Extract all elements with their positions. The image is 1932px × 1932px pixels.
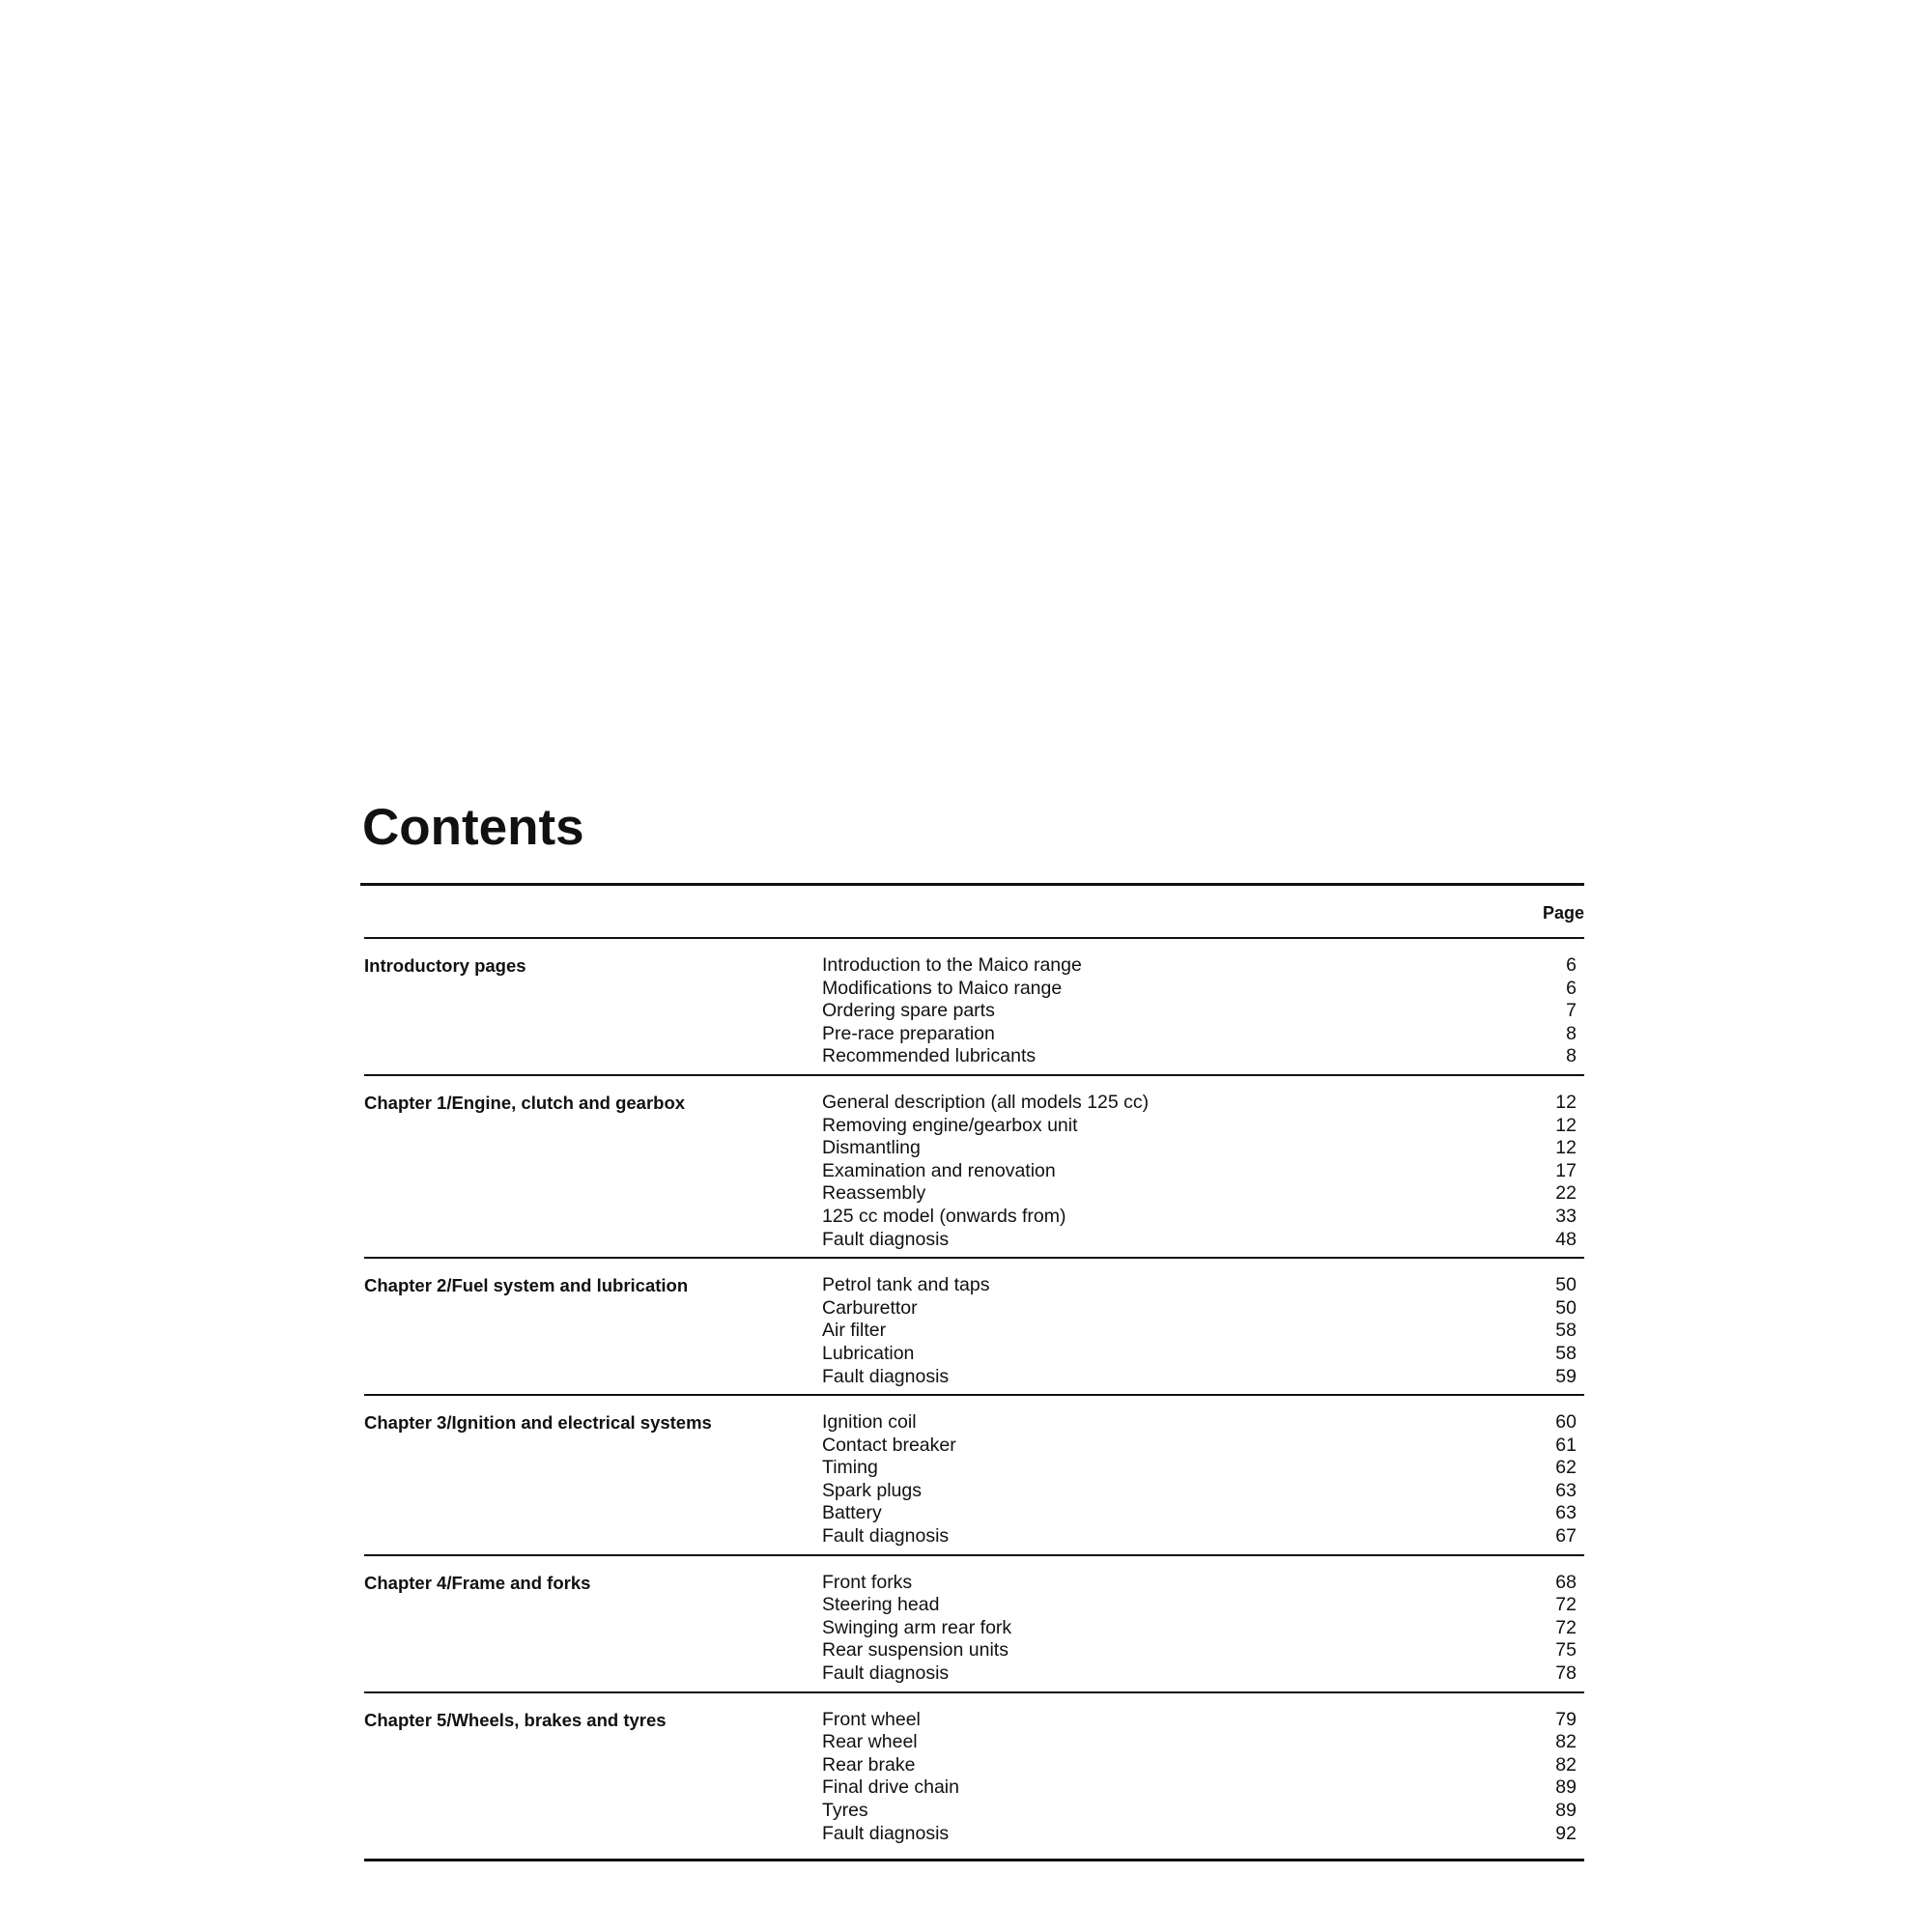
section-entries: [822, 1411, 1584, 1548]
entry-page-number: 50: [1555, 1274, 1577, 1296]
entry-page-number: 12: [1555, 1091, 1577, 1113]
entry-label: 125 cc model (onwards from): [822, 1205, 1066, 1227]
contents-entry: [822, 1617, 1584, 1640]
entry-page-number: 82: [1555, 1753, 1577, 1776]
contents-entry: [822, 978, 1584, 1001]
entry-page-number: 63: [1555, 1479, 1577, 1501]
entry-page-number: 58: [1555, 1320, 1577, 1342]
contents-entry: [822, 1662, 1584, 1686]
entry-label: Tyres: [822, 1800, 868, 1821]
entry-page-number: 33: [1555, 1205, 1577, 1227]
entry-label: Air filter: [822, 1320, 887, 1342]
entry-page-number: 60: [1555, 1411, 1577, 1434]
contents-sections: [360, 939, 1584, 1861]
entry-label: Modifications to Maico range: [822, 977, 1063, 999]
section-entries: [822, 1572, 1584, 1686]
entry-page-number: 58: [1555, 1342, 1577, 1364]
section-title: Chapter 5/Wheels, brakes and tyres: [364, 1709, 667, 1730]
entry-label: Fault diagnosis: [822, 1228, 950, 1250]
contents-entry: [822, 1480, 1584, 1503]
contents-section: [364, 939, 1584, 1076]
entry-label: Spark plugs: [822, 1479, 922, 1501]
section-title: Chapter 2/Fuel system and lubrication: [364, 1275, 689, 1296]
entry-page-number: 72: [1555, 1594, 1577, 1616]
entry-label: Rear suspension units: [822, 1639, 1009, 1662]
entry-label: Removing engine/gearbox unit: [822, 1114, 1078, 1136]
contents-entry: [822, 1502, 1584, 1525]
entry-page-number: 48: [1555, 1228, 1577, 1250]
entry-page-number: 67: [1555, 1525, 1577, 1548]
entry-page-number: 68: [1555, 1571, 1577, 1593]
contents-entry: [822, 1115, 1584, 1138]
contents-entry: [822, 1800, 1584, 1823]
entry-page-number: 78: [1555, 1662, 1577, 1685]
contents-section: [364, 1556, 1584, 1693]
contents-section: [364, 1396, 1584, 1556]
entry-page-number: 82: [1555, 1731, 1577, 1753]
contents-section: [364, 1693, 1584, 1862]
contents-block: [360, 799, 1584, 1861]
contents-entry: [822, 1572, 1584, 1595]
entry-page-number: 22: [1555, 1182, 1577, 1205]
contents-entry: [822, 1435, 1584, 1458]
entry-label: Fault diagnosis: [822, 1822, 950, 1844]
contents-entry: [822, 1229, 1584, 1252]
section-entries: [822, 1092, 1584, 1251]
entry-label: Steering head: [822, 1594, 940, 1616]
entry-page-number: 12: [1555, 1114, 1577, 1136]
section-title: Chapter 4/Frame and forks: [364, 1572, 591, 1593]
contents-entry: [822, 1754, 1584, 1777]
entry-page-number: 6: [1566, 977, 1577, 999]
contents-entry: [822, 1731, 1584, 1754]
contents-entry: [822, 1525, 1584, 1548]
page-title: Contents: [362, 799, 584, 856]
contents-entry: [822, 1274, 1584, 1297]
section-title: Chapter 3/Ignition and electrical systems: [364, 1412, 712, 1434]
contents-entry: [822, 1457, 1584, 1480]
entry-page-number: 50: [1555, 1296, 1577, 1319]
contents-entry: [822, 1776, 1584, 1800]
contents-entry: [822, 1411, 1584, 1435]
contents-entry: [822, 1823, 1584, 1846]
entry-page-number: 92: [1555, 1822, 1577, 1844]
section-title: Introductory pages: [364, 955, 526, 976]
contents-entry: [822, 1023, 1584, 1046]
entry-page-number: 61: [1555, 1434, 1577, 1456]
entry-page-number: 7: [1566, 1000, 1577, 1022]
contents-entry: [822, 1320, 1584, 1343]
page-column-label: Page: [1542, 903, 1584, 923]
entry-page-number: 79: [1555, 1708, 1577, 1730]
section-entries: [822, 1274, 1584, 1388]
entry-page-number: 62: [1555, 1457, 1577, 1479]
entry-page-number: 17: [1555, 1159, 1577, 1181]
contents-entry: [822, 1206, 1584, 1229]
entry-label: Recommended lubricants: [822, 1045, 1037, 1067]
entry-label: Dismantling: [822, 1137, 921, 1159]
contents-entry: [822, 1182, 1584, 1206]
entry-label: Pre-race preparation: [822, 1022, 995, 1044]
contents-entry: [822, 954, 1584, 978]
contents-section: [364, 1259, 1584, 1396]
entry-page-number: 8: [1566, 1045, 1577, 1067]
entry-page-number: 6: [1566, 954, 1577, 976]
entry-page-number: 72: [1555, 1616, 1577, 1638]
entry-label: Rear brake: [822, 1753, 916, 1776]
entry-label: Fault diagnosis: [822, 1662, 950, 1685]
contents-entry: [822, 1092, 1584, 1115]
entry-label: Timing: [822, 1457, 878, 1479]
entry-label: Carburettor: [822, 1296, 918, 1319]
entry-label: Fault diagnosis: [822, 1525, 950, 1548]
contents-entry: [822, 1045, 1584, 1068]
entry-label: Ordering spare parts: [822, 1000, 995, 1022]
entry-label: Front wheel: [822, 1708, 921, 1730]
entry-label: Swinging arm rear fork: [822, 1616, 1012, 1638]
contents-entry: [822, 1594, 1584, 1617]
contents-entry: [822, 1000, 1584, 1023]
entry-page-number: 89: [1555, 1800, 1577, 1821]
section-entries: [822, 954, 1584, 1068]
contents-entry: [822, 1709, 1584, 1732]
entry-page-number: 63: [1555, 1502, 1577, 1524]
entry-label: Rear wheel: [822, 1731, 918, 1753]
entry-label: Contact breaker: [822, 1434, 956, 1456]
entry-label: Reassembly: [822, 1182, 926, 1205]
entry-page-number: 89: [1555, 1776, 1577, 1799]
contents-entry: [822, 1297, 1584, 1321]
entry-label: Introduction to the Maico range: [822, 954, 1082, 976]
contents-entry: [822, 1639, 1584, 1662]
entry-page-number: 8: [1566, 1022, 1577, 1044]
contents-entry: [822, 1366, 1584, 1389]
contents-section: [364, 1076, 1584, 1259]
title-rule: [360, 883, 1584, 886]
entry-page-number: 12: [1555, 1137, 1577, 1159]
entry-label: General description (all models 125 cc): [822, 1091, 1150, 1113]
entry-page-number: 75: [1555, 1639, 1577, 1662]
entry-label: Fault diagnosis: [822, 1365, 950, 1387]
entry-label: Front forks: [822, 1571, 913, 1593]
entry-label: Final drive chain: [822, 1776, 959, 1799]
entry-label: Ignition coil: [822, 1411, 917, 1434]
entry-label: Examination and renovation: [822, 1159, 1056, 1181]
entry-label: Petrol tank and taps: [822, 1274, 990, 1296]
entry-label: Battery: [822, 1502, 882, 1524]
entry-label: Lubrication: [822, 1342, 915, 1364]
contents-entry: [822, 1343, 1584, 1366]
contents-entry: [822, 1137, 1584, 1160]
section-entries: [822, 1709, 1584, 1846]
section-title: Chapter 1/Engine, clutch and gearbox: [364, 1092, 686, 1113]
entry-page-number: 59: [1555, 1365, 1577, 1387]
contents-entry: [822, 1160, 1584, 1183]
